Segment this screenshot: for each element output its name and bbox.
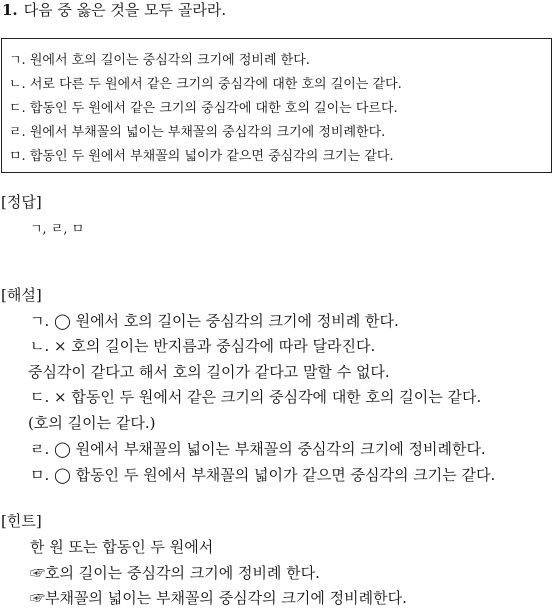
explanation-line: ㅁ. ◯ 합동인 두 원에서 부채꼴의 넓이가 같으면 중심각의 크기는 같다.: [30, 466, 496, 484]
hint-header: [힌트]: [1, 512, 42, 530]
hint-line: ☞부채꼴의 넓이는 부채꼴의 중심각의 크기에 정비례한다.: [30, 589, 407, 607]
explanation-line: 중심각이 같다고 해서 호의 길이가 같다고 말할 수 없다.: [28, 363, 390, 381]
explanation-header: [해설]: [1, 286, 42, 304]
explanation-line: ㄴ. × 호의 길이는 반지름과 중심각에 따라 달라진다.: [30, 337, 376, 355]
explanation-line: ㄷ. × 합동인 두 원에서 같은 크기의 중심각에 대한 호의 길이는 같다.: [30, 388, 482, 406]
choices-box: [1, 38, 552, 173]
hint-line: ☞호의 길이는 중심각의 크기에 정비례 한다.: [30, 564, 320, 582]
choice-item: ㄷ. 합동인 두 원에서 같은 크기의 중심각에 대한 호의 길이는 다르다.: [9, 101, 398, 116]
question-title: [2, 3, 226, 18]
answer-header: [정답]: [1, 193, 42, 211]
question-text: 다음 중 옳은 것을 모두 골라라.: [23, 1, 227, 19]
choice-item: ㄹ. 원에서 부채꼴의 넓이는 부채꼴의 중심각의 크기에 정비례한다.: [9, 125, 386, 140]
explanation-line: ㄱ. ◯ 원에서 호의 길이는 중심각의 크기에 정비례 한다.: [30, 312, 399, 330]
hint-line: 한 원 또는 합동인 두 원에서: [30, 538, 214, 556]
choice-item: ㅁ. 합동인 두 원에서 부채꼴의 넓이가 같으면 중심각의 크기는 같다.: [9, 149, 394, 164]
explanation-line: ㄹ. ◯ 원에서 부채꼴의 넓이는 부채꼴의 중심각의 크기에 정비례한다.: [30, 440, 486, 458]
choice-item: ㄱ. 원에서 호의 길이는 중심각의 크기에 정비례 한다.: [9, 53, 310, 68]
answer-text: ㄱ, ㄹ, ㅁ: [30, 222, 85, 237]
explanation-line: (호의 길이는 같다.): [28, 414, 156, 432]
question-number: 1.: [2, 1, 18, 19]
choice-item: ㄴ. 서로 다른 두 원에서 같은 크기의 중심각에 대한 호의 길이는 같다.: [9, 77, 402, 92]
